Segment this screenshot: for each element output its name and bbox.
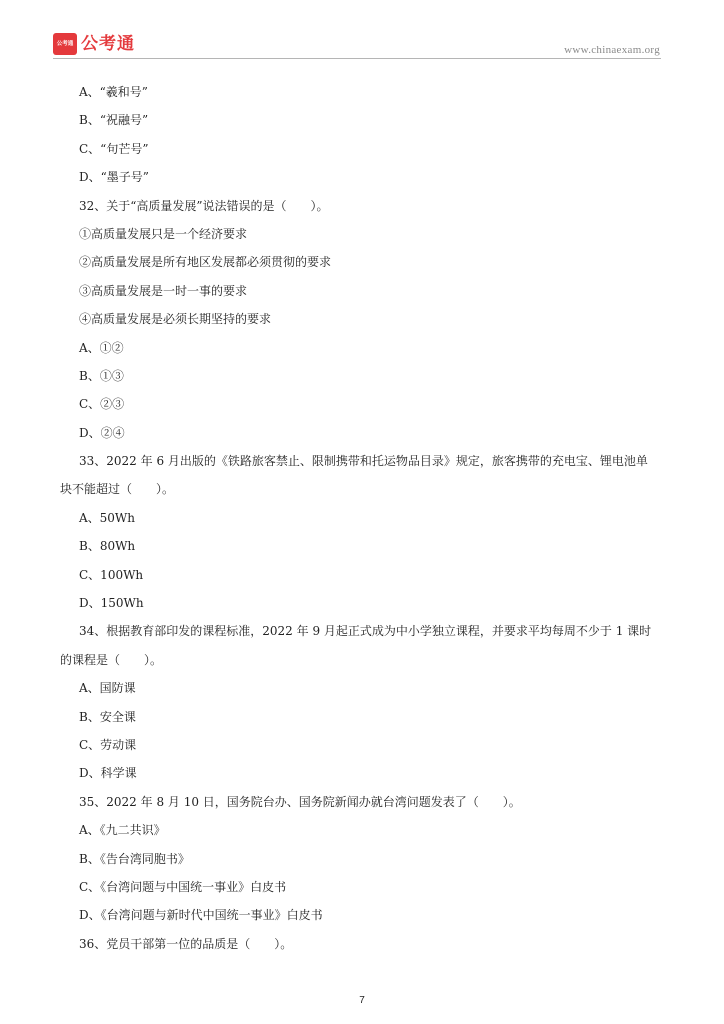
question-text: ③高质量发展是一时一事的要求 <box>79 283 248 298</box>
answer-option: C、②③ <box>79 397 125 412</box>
logo <box>53 33 135 55</box>
answer-option: B、安全课 <box>79 709 136 724</box>
question-text: 35、2022 年 8 月 10 日，国务院台办、国务院新闻办就台湾问题发表了（ ）。 <box>79 794 521 809</box>
page-header <box>0 0 724 60</box>
answer-option: B、“祝融号” <box>79 113 149 128</box>
answer-option: C、100Wh <box>79 567 144 582</box>
question-text: ①高质量发展只是一个经济要求 <box>79 226 248 241</box>
answer-option: A、“羲和号” <box>79 85 148 99</box>
logo-text: 公考通 <box>81 34 135 54</box>
question-text-continuation: 的课程是（ ）。 <box>60 652 163 667</box>
answer-option: D、“墨子号” <box>79 170 149 185</box>
answer-option: D、②④ <box>79 425 125 440</box>
question-text: 34、根据教育部印发的课程标准，2022 年 9 月起正式成为中小学独立课程，并要求平均每周不少于 1 课时 <box>79 624 652 639</box>
answer-option: A、《九二共识》 <box>79 823 166 838</box>
answer-option: D、《台湾问题与新时代中国统一事业》白皮书 <box>79 908 323 923</box>
question-text-continuation: 块不能超过（ ）。 <box>60 482 175 497</box>
answer-option: A、50Wh <box>79 510 135 525</box>
answer-option: B、①③ <box>79 368 124 383</box>
page-number: 7 <box>359 995 365 1006</box>
answer-option: C、劳动课 <box>79 737 137 752</box>
logo-badge: 公考通 <box>53 33 77 55</box>
answer-option: C、《台湾问题与中国统一事业》白皮书 <box>79 879 287 894</box>
question-text: 32、关于“高质量发展”说法错误的是（ ）。 <box>79 198 329 213</box>
question-text: ②高质量发展是所有地区发展都必须贯彻的要求 <box>79 255 332 270</box>
answer-option: B、80Wh <box>79 539 136 554</box>
answer-option: C、“句芒号” <box>79 141 149 156</box>
question-text: ④高质量发展是必须长期坚持的要求 <box>79 312 272 327</box>
answer-option: A、①② <box>79 340 124 355</box>
document-body <box>60 78 664 958</box>
answer-option: A、国防课 <box>79 681 136 696</box>
header-divider <box>53 58 661 59</box>
question-text: 33、2022 年 6 月出版的《铁路旅客禁止、限制携带和托运物品目录》规定，旅客携带的充电宝、锂电池单 <box>79 454 648 469</box>
answer-option: D、150Wh <box>79 596 144 611</box>
site-url: www.chinaexam.org <box>564 44 660 56</box>
answer-option: D、科学课 <box>79 766 137 781</box>
answer-option: B、《告台湾同胞书》 <box>79 851 190 866</box>
question-text: 36、党员干部第一位的品质是（ ）。 <box>79 936 293 951</box>
